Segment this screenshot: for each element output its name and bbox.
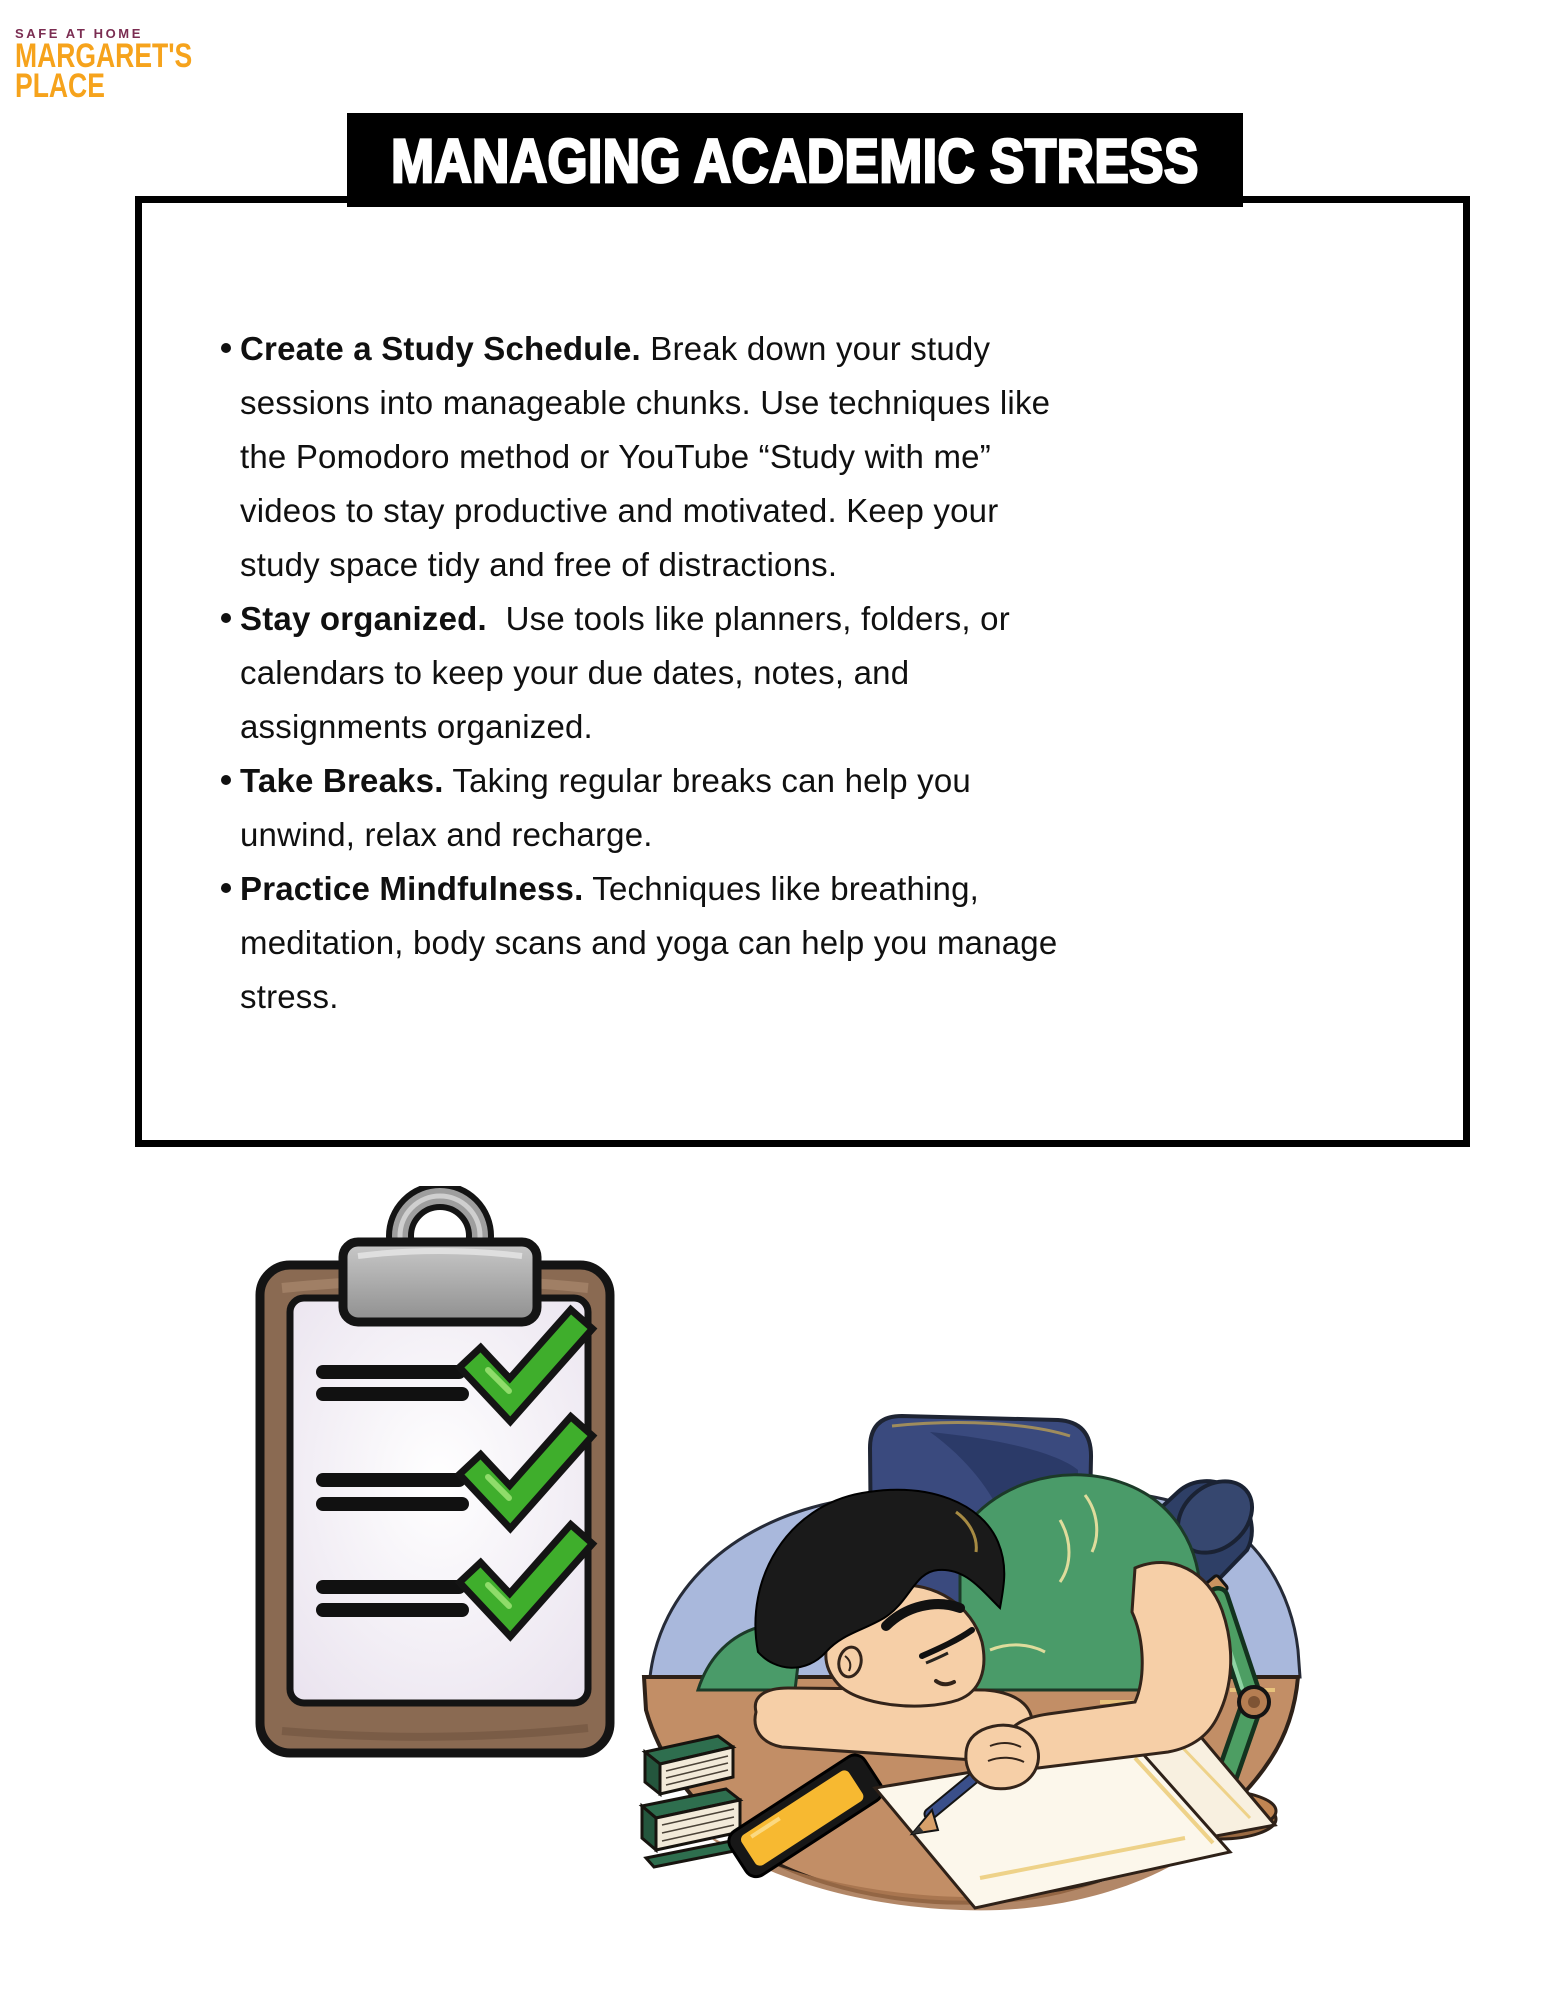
page-title: MANAGING ACADEMIC STRESS <box>391 125 1199 195</box>
title-banner <box>347 113 1243 207</box>
clipboard-clip <box>343 1242 537 1322</box>
tip-item-take-breaks: Take Breaks. Taking regular breaks can help you unwind, relax and recharge. <box>240 754 1220 862</box>
tip-item-practice-mindfulness: Practice Mindfulness. Techniques like breathing, meditation, body scans and yoga can help you manage stress. <box>240 862 1220 1024</box>
logo-name-line1: MARGARET'S <box>15 37 193 75</box>
bullet-dot <box>221 613 231 623</box>
margarets-place-logo <box>15 26 242 105</box>
bullet-dot <box>221 775 231 785</box>
tip-item-stay-organized: Stay organized. Use tools like planners, folders, or calendars to keep your due dates, notes, and assignments organized. <box>240 592 1220 754</box>
bullet-dot <box>221 883 231 893</box>
clipboard-checklist-illustration <box>238 1186 640 1772</box>
sleeping-student-illustration <box>630 1400 1430 1930</box>
bullet-dot <box>221 343 231 353</box>
logo-eyebrow-text: SAFE AT HOME <box>15 26 143 41</box>
logo-name-line2: PLACE <box>15 67 105 105</box>
book-stack <box>642 1736 744 1867</box>
hand <box>966 1725 1039 1789</box>
tip-item-study-schedule: Create a Study Schedule. Break down your study sessions into manageable chunks. Use techniques like the Pomodoro method or YouTube “Study with me” videos to stay productive and motivated. Keep your study space tidy and free of distractions. <box>240 322 1220 592</box>
tips-list <box>240 322 1220 1024</box>
